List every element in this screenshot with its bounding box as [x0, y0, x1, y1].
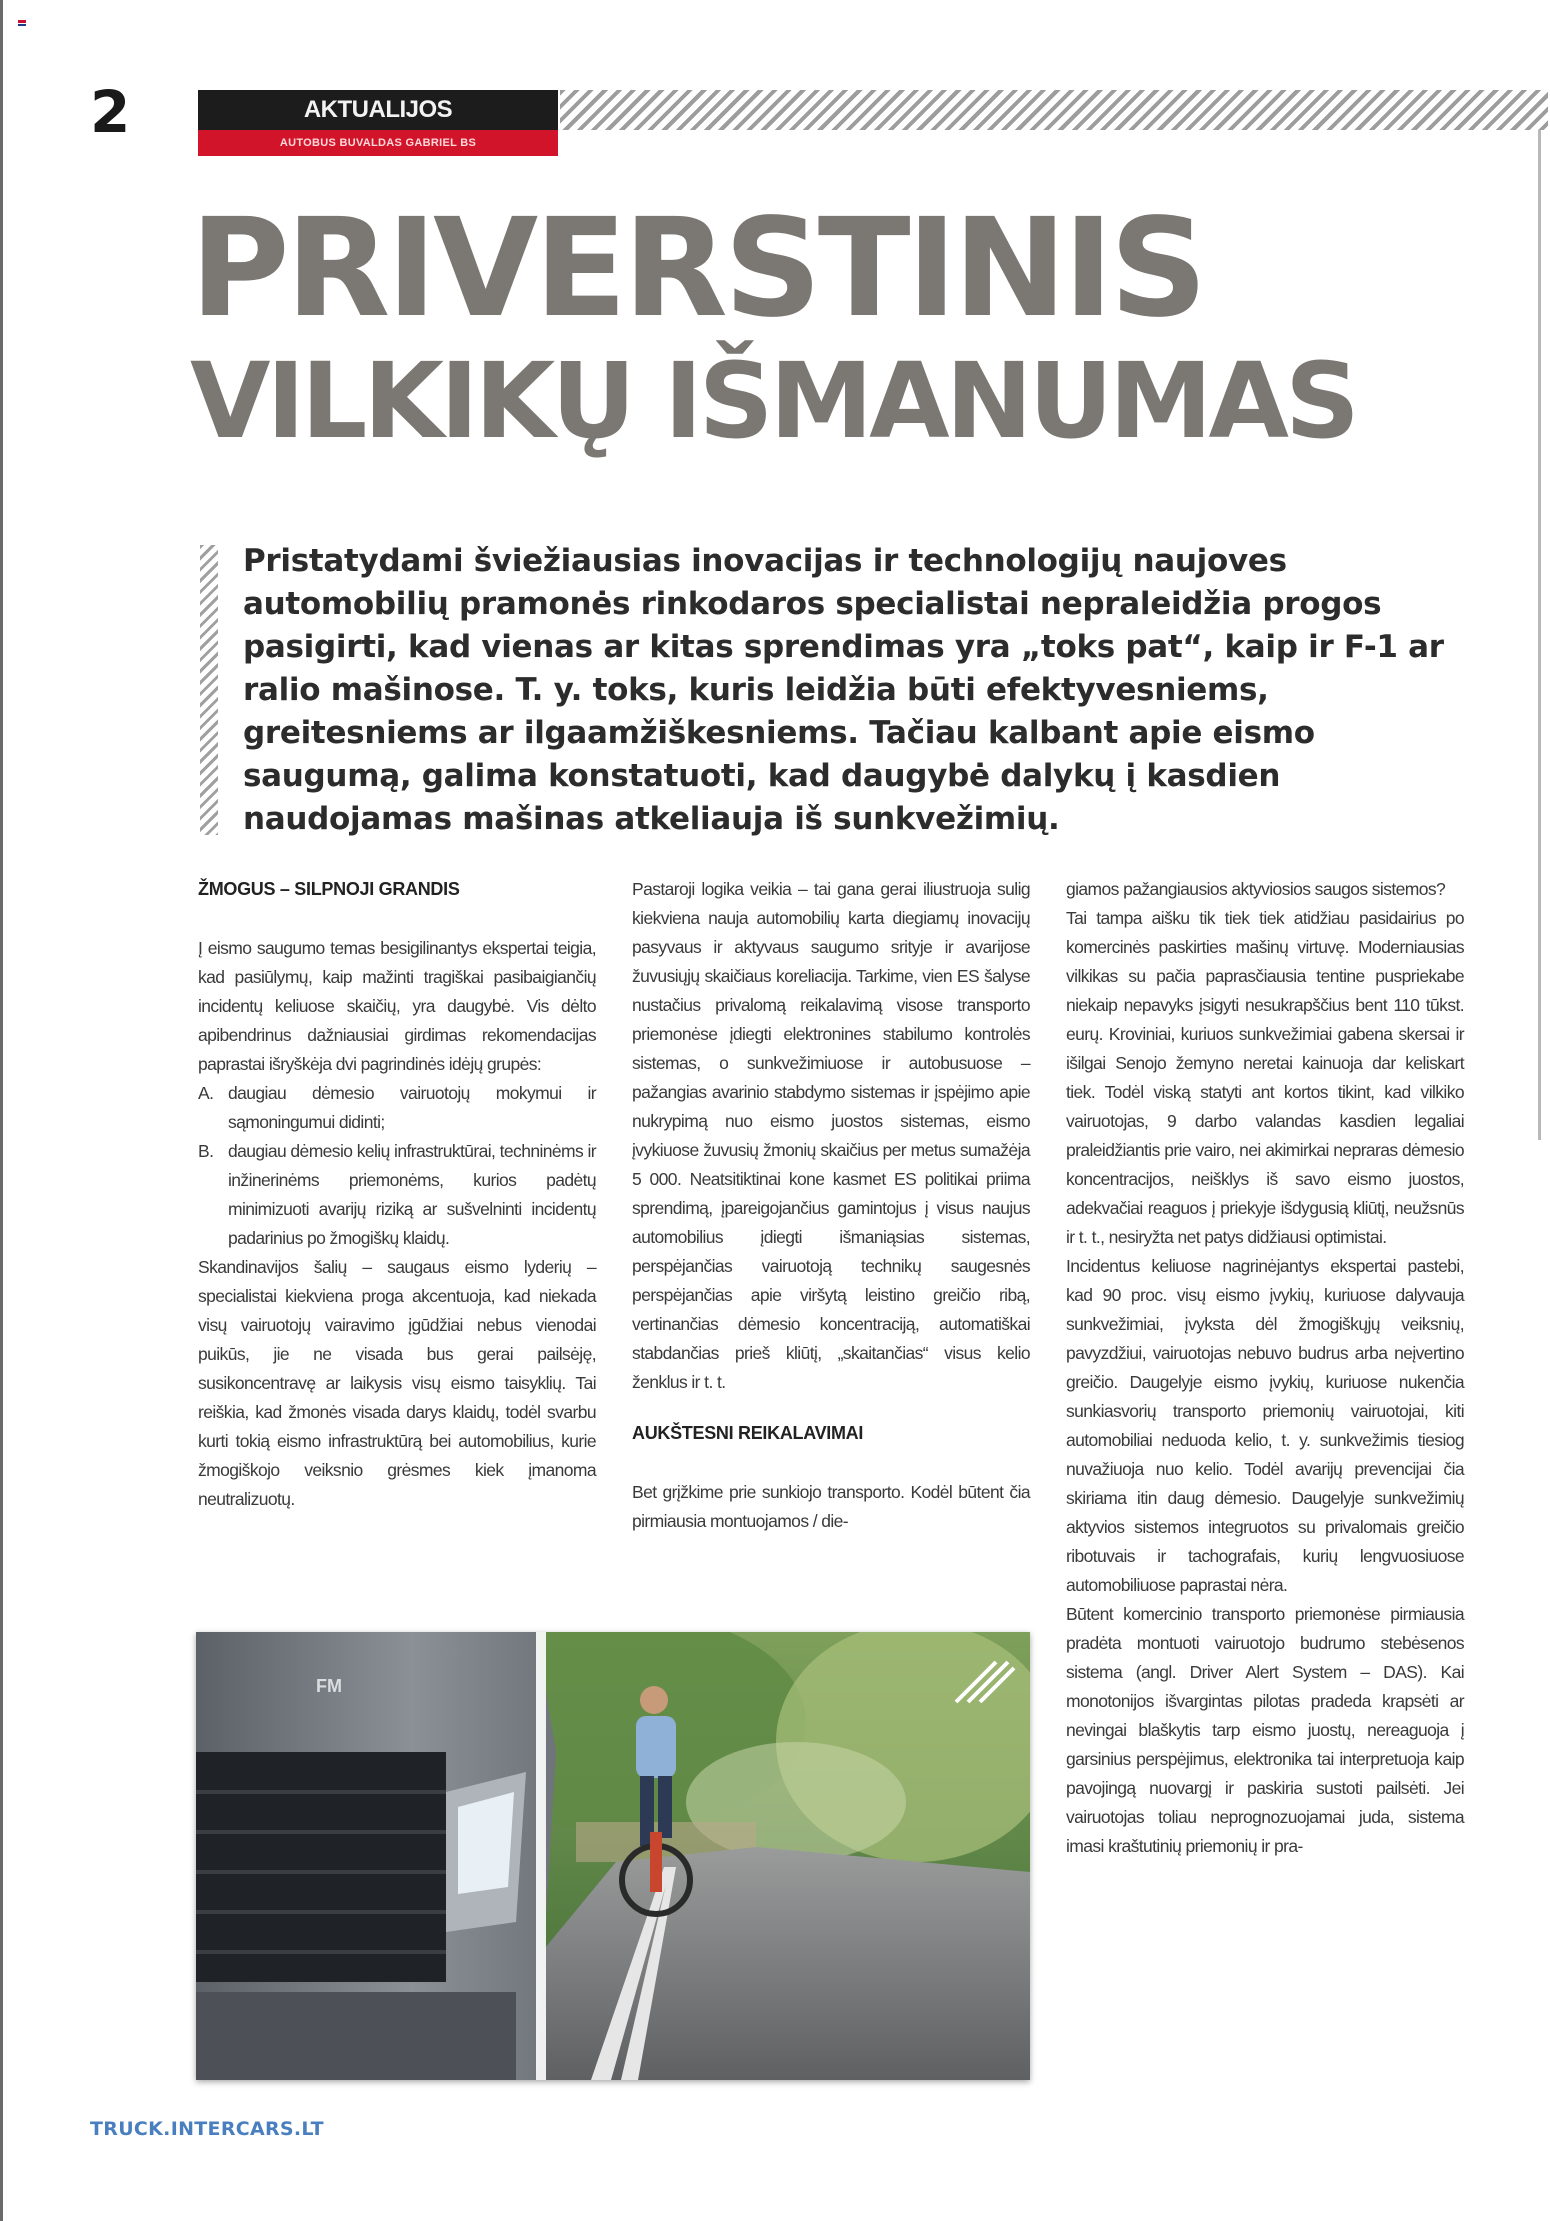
list-item-text: daugiau dėmesio kelių infrastruktūrai, techninėms ir inžinerinėms priemonėms, kurios padėtų minimizuoti avarijų riziką ar sušvelninti incidentų padarinius po žmogiškų klaidų. [228, 1141, 596, 1248]
subheading-reikalavimai: AUKŠTESNI REIKALAVIMAI [632, 1423, 864, 1443]
lead-paragraph: Pristatydami šviežiausias inovacijas ir technologijų naujoves automobilių pramonės rinkodaros specialistai nepraleidžia progos pasigirti, kad vienas ar kitas sprendimas yra „toks pat“, kaip ir F-1 ar ralio mašinose. T. y. toks, kuris leidžia būti efektyvesniems, greitesniems ar ilgaamžiškesniems. Tačiau kalbant apie eismo saugumą, galima konstatuoti, kad daugybė dalykų į kasdien naudojamas mašinas atkeliauja iš sunkvežimių. [243, 543, 1444, 837]
column3-paragraph-2: Tai tampa aišku tik tiek tiek atidžiau pasidairius po komercinės paskirties mašinų virtuvę. Moderniausias vilkikas su pačia paprasčiausia tentine puspriekabe niekaip nepavyks įsigyti nesukrapščius bent 110 tūkst. eurų. Kroviniai, kuriuos sunkvežimiai gabena skersai ir išilgai Senojo žemyno neretai kainuoja dar keliskart tiek. Todėl viską statyti ant kortos tikint, kad vilkiko vairuotojas, 9 darbo valandas kasdien legaliai praleidžiantis prie vairo, nei akimirkai nepraras dėmesio koncentracijos, neišklys iš savo eismo juostos, adekvačiai reaguos į priekyje išdygusią kliūtį, neužsnūs ir t. t., nesiryžta net patys didžiausi optimistai. [1066, 908, 1464, 1247]
header-hatch-band [560, 90, 1548, 130]
column1-paragraph-2: Skandinavijos šalių – saugaus eismo lyderių – specialistai kiekviena proga akcentuoja, kad niekada visų vairuotojų vairavimo įgūdžiai nebus vienodai puikūs, jie ne visada bus gerai pailsėję, susikoncentravę ar laikysis visų eismo taisyklių. Tai reiškia, kad žmonės visada darys klaidų, todėl svarbu kurti tokią eismo infrastruktūrą bei automobilius, kurie žmogiškojo veiksnio grėsmes kiek įmanoma neutralizuotų. [198, 1257, 596, 1509]
column3-paragraph-3: Incidentus keliuose nagrinėjantys ekspertai pastebi, kad 90 proc. visų eismo įvykių, kuriuose dalyvauja sunkvežimiai, įvyksta dėl žmogiškųjų veiksnių, pavyzdžiui, vairuotojas nebuvo budrus arba neįvertino greičio. Daugelyje eismo įvykių, kuriuose nukenčia sunkiasvorių transporto priemonių vairuotojai, kiti automobiliai neduoda kelio, t. y. sunkvežimis tiesiog nuvažiuoja nuo kelio. Todėl avarijų prevencijai čia skiriama itin daug dėmesio. Daugelyje sunkvežimių aktyvios sistemos integruotos su privalomais greičio ribotuvais ir tachografais, kurių lengvuosiuose automobiliuose paprastai nėra. [1066, 1256, 1464, 1595]
section-label [198, 90, 558, 156]
list-item-marker: A. [198, 1083, 214, 1103]
subheading-zmogus: ŽMOGUS – SILPNOJI GRANDIS [198, 879, 460, 899]
column1-intro: Į eismo saugumo temas besigilinantys ekspertai teigia, kad pasiūlymų, kaip mažinti tragiškai pasibaigiančių incidentų keliuose skaičių, yra daugybė. Vis dėlto apibendrinus dažniausiai girdimas rekomendacijas paprastai išryškėja dvi pagrindinės idėjų grupės: [198, 938, 596, 1074]
page-number: 2 [90, 78, 131, 146]
article-column-1 [198, 875, 596, 1514]
recommendation-list [198, 1079, 596, 1253]
column3-paragraph-4: Būtent komercinio transporto priemonėse pirmiausia pradėta montuoti vairuotojo budrumo stebėsenos sistema (angl. Driver Alert System – DAS). Kai monotonijos išvargintas pilotas pradeda krapsėti ar nevingai blaškytis tarp eismo juostų, nereaguoja į garsinius perspėjimus, elektronika tai interpretuoja kaip pavojingą nuovargį ir paskiria sustoti pailsėti. Jei vairuotojas toliau neprognozuojamai juda, sistema imasi kraštutinių priemonių ir pra- [1066, 1604, 1464, 1856]
column2-paragraph-1: Pastaroji logika veikia – tai gana gerai iliustruoja sulig kiekviena nauja automobilių karta diegiamų inovacijų pasyvaus ir aktyvaus saugumo srityje ir avarijose žuvusiųjų skaičiaus koreliacija. Tarkime, vien ES šalyse nustačius privalomą reikalavimą visose transporto priemonėse įdiegti elektronines stabilumo kontrolės sistemas, o sunkvežimiuose ir autobusuose – pažangias avarinio stabdymo sistemas ir įspėjimo apie nukrypimą nuo eismo juostos sistemas, eismo įvykiuose žuvusių žmonių skaičius per metus sumažėja 5 000. Neatsitiktinai kone kasmet ES politikai priima sprendimą, įpareigojančius gamintojus į visus naujus automobilius įdiegti išmaniąsias sistemas, perspėjančias vairuotoją technikų saugesnės perspėjančias apie viršytą leistino greičio ribą, vertinančias dėmesio koncentraciją, automatiškai stabdančias prieš kliūtį, „skaitančias“ visus kelio ženklus ir t. t. [632, 879, 1030, 1392]
article-photo-truck-cyclist [196, 1632, 1030, 2080]
truck-badge: FM [316, 1676, 342, 1696]
photo-illustration [196, 1632, 1030, 2080]
article-column-3 [1066, 875, 1464, 1861]
headline-line-1: PRIVERSTINIS [190, 190, 1204, 348]
headline [190, 190, 1480, 462]
article-column-2 [632, 875, 1030, 1536]
footer-website: TRUCK.INTERCARS.LT [90, 2118, 324, 2140]
column3-paragraph-1: giamos pažangiausios aktyviosios saugos sistemos? [1066, 879, 1446, 899]
list-item-text: daugiau dėmesio vairuotojų mokymui ir sąmoningumui didinti; [228, 1083, 596, 1132]
list-item [198, 1079, 596, 1137]
corner-marker [18, 20, 26, 23]
section-subtitle: AUTOBUS BUVALDAS GABRIEL BS [198, 130, 558, 156]
section-title: AKTUALIJOS [198, 90, 558, 130]
list-item-marker: B. [198, 1141, 214, 1161]
left-border-rule [0, 0, 3, 2221]
lead-hatch-bar [200, 545, 218, 835]
right-side-bar [1538, 120, 1541, 1140]
headline-line-2: VILKIKŲ IŠMANUMAS [190, 340, 1356, 462]
list-item [198, 1137, 596, 1253]
truck-front [196, 1632, 556, 2080]
column2-paragraph-2: Bet grįžkime prie sunkiojo transporto. Kodėl būtent čia pirmiausia montuojamos / die- [632, 1482, 1030, 1531]
